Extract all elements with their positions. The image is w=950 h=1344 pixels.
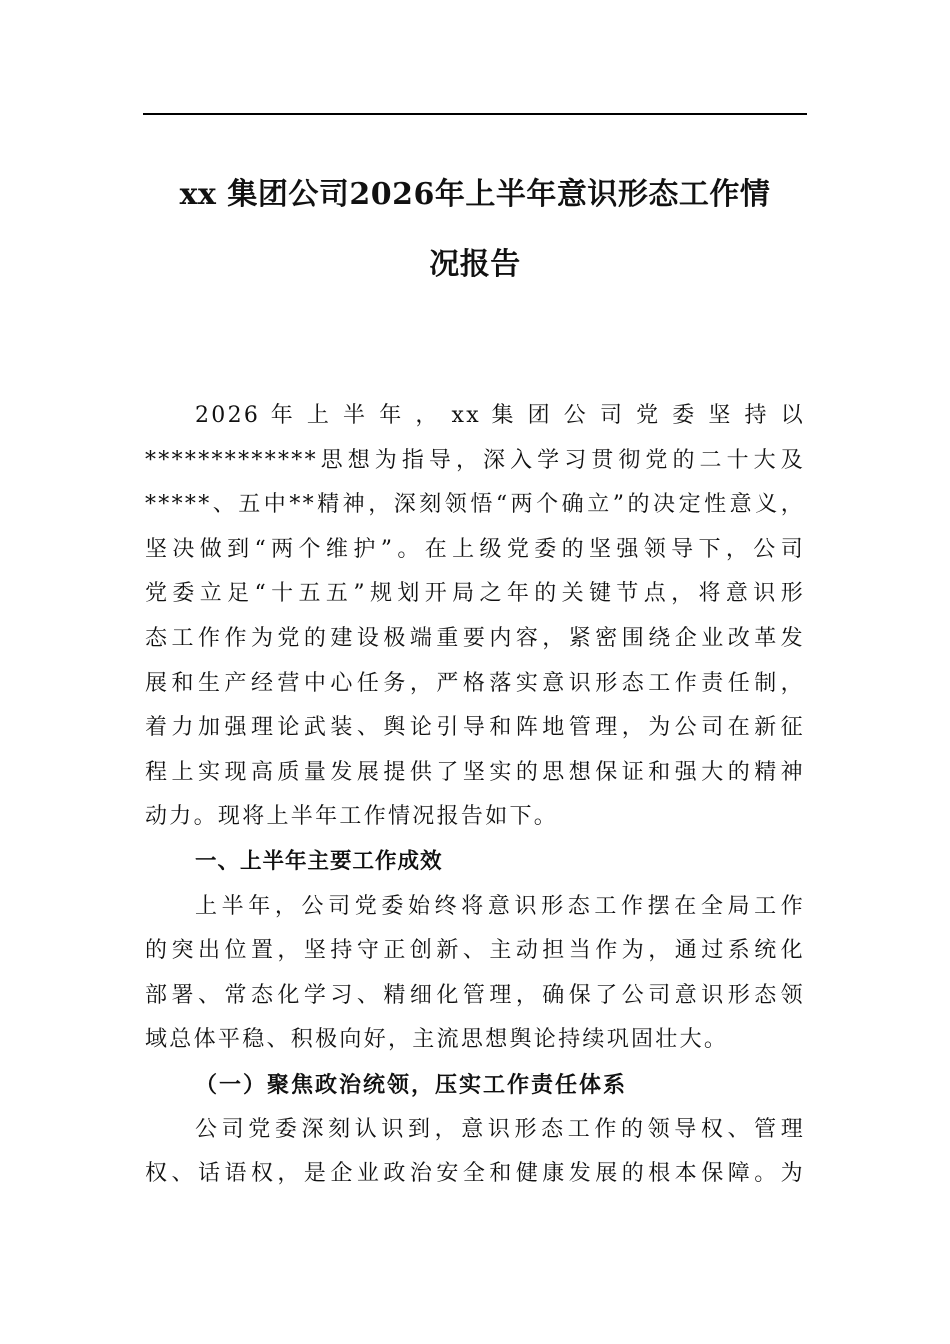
header-rule — [143, 113, 807, 115]
text-line: 部署、常态化学习、精细化管理，确保了公司意识形态领 — [145, 982, 805, 1008]
text-line: 展和生产经营中心任务，严格落实意识形态工作责任制， — [145, 670, 805, 696]
text-line: 2026 年 上 半 年 ， xx 集 团 公 司 党 委 坚 持 以 — [195, 403, 805, 428]
document-body — [145, 394, 805, 1197]
text-line: 着力加强理论武装、舆论引导和阵地管理，为公司在新征 — [145, 715, 805, 741]
title-line-1: xx 集团公司2026年上半年意识形态工作情 — [179, 177, 771, 212]
section-heading: 一、上半年主要工作成效 — [195, 848, 443, 874]
text-line: 公司党委深刻认识到，意识形态工作的领导权、管理 — [195, 1116, 805, 1142]
title-line-2: 况报告 — [429, 247, 521, 282]
intro-paragraph — [145, 394, 805, 840]
document-title — [143, 160, 807, 300]
subsection-heading: （一）聚焦政治统领，压实工作责任体系 — [195, 1071, 628, 1098]
subsection1-paragraph — [145, 1108, 805, 1197]
text-line: 态工作作为党的建设极端重要内容，紧密围绕企业改革发 — [145, 625, 805, 651]
text-line: *****、五中**精神，深刻领悟“两个确立”的决定性意义， — [145, 492, 805, 518]
text-line: 权、话语权，是企业政治安全和健康发展的根本保障。为 — [145, 1161, 805, 1187]
text-line: *************思想为指导，深入学习贯彻党的二十大及 — [145, 447, 805, 473]
text-line: 上半年，公司党委始终将意识形态工作摆在全局工作 — [195, 893, 805, 919]
text-line: 的突出位置，坚持守正创新、主动担当作为，通过系统化 — [145, 938, 805, 964]
text-line: 坚决做到“两个维护”。在上级党委的坚强领导下，公司 — [145, 536, 805, 562]
text-line: 党委立足“十五五”规划开局之年的关键节点，将意识形 — [145, 581, 805, 607]
text-line: 域总体平稳、积极向好，主流思想舆论持续巩固壮大。 — [145, 1027, 729, 1053]
text-line: 动力。现将上半年工作情况报告如下。 — [145, 804, 559, 830]
section1-paragraph — [145, 885, 805, 1063]
text-line: 程上实现高质量发展提供了坚实的思想保证和强大的精神 — [145, 759, 805, 785]
